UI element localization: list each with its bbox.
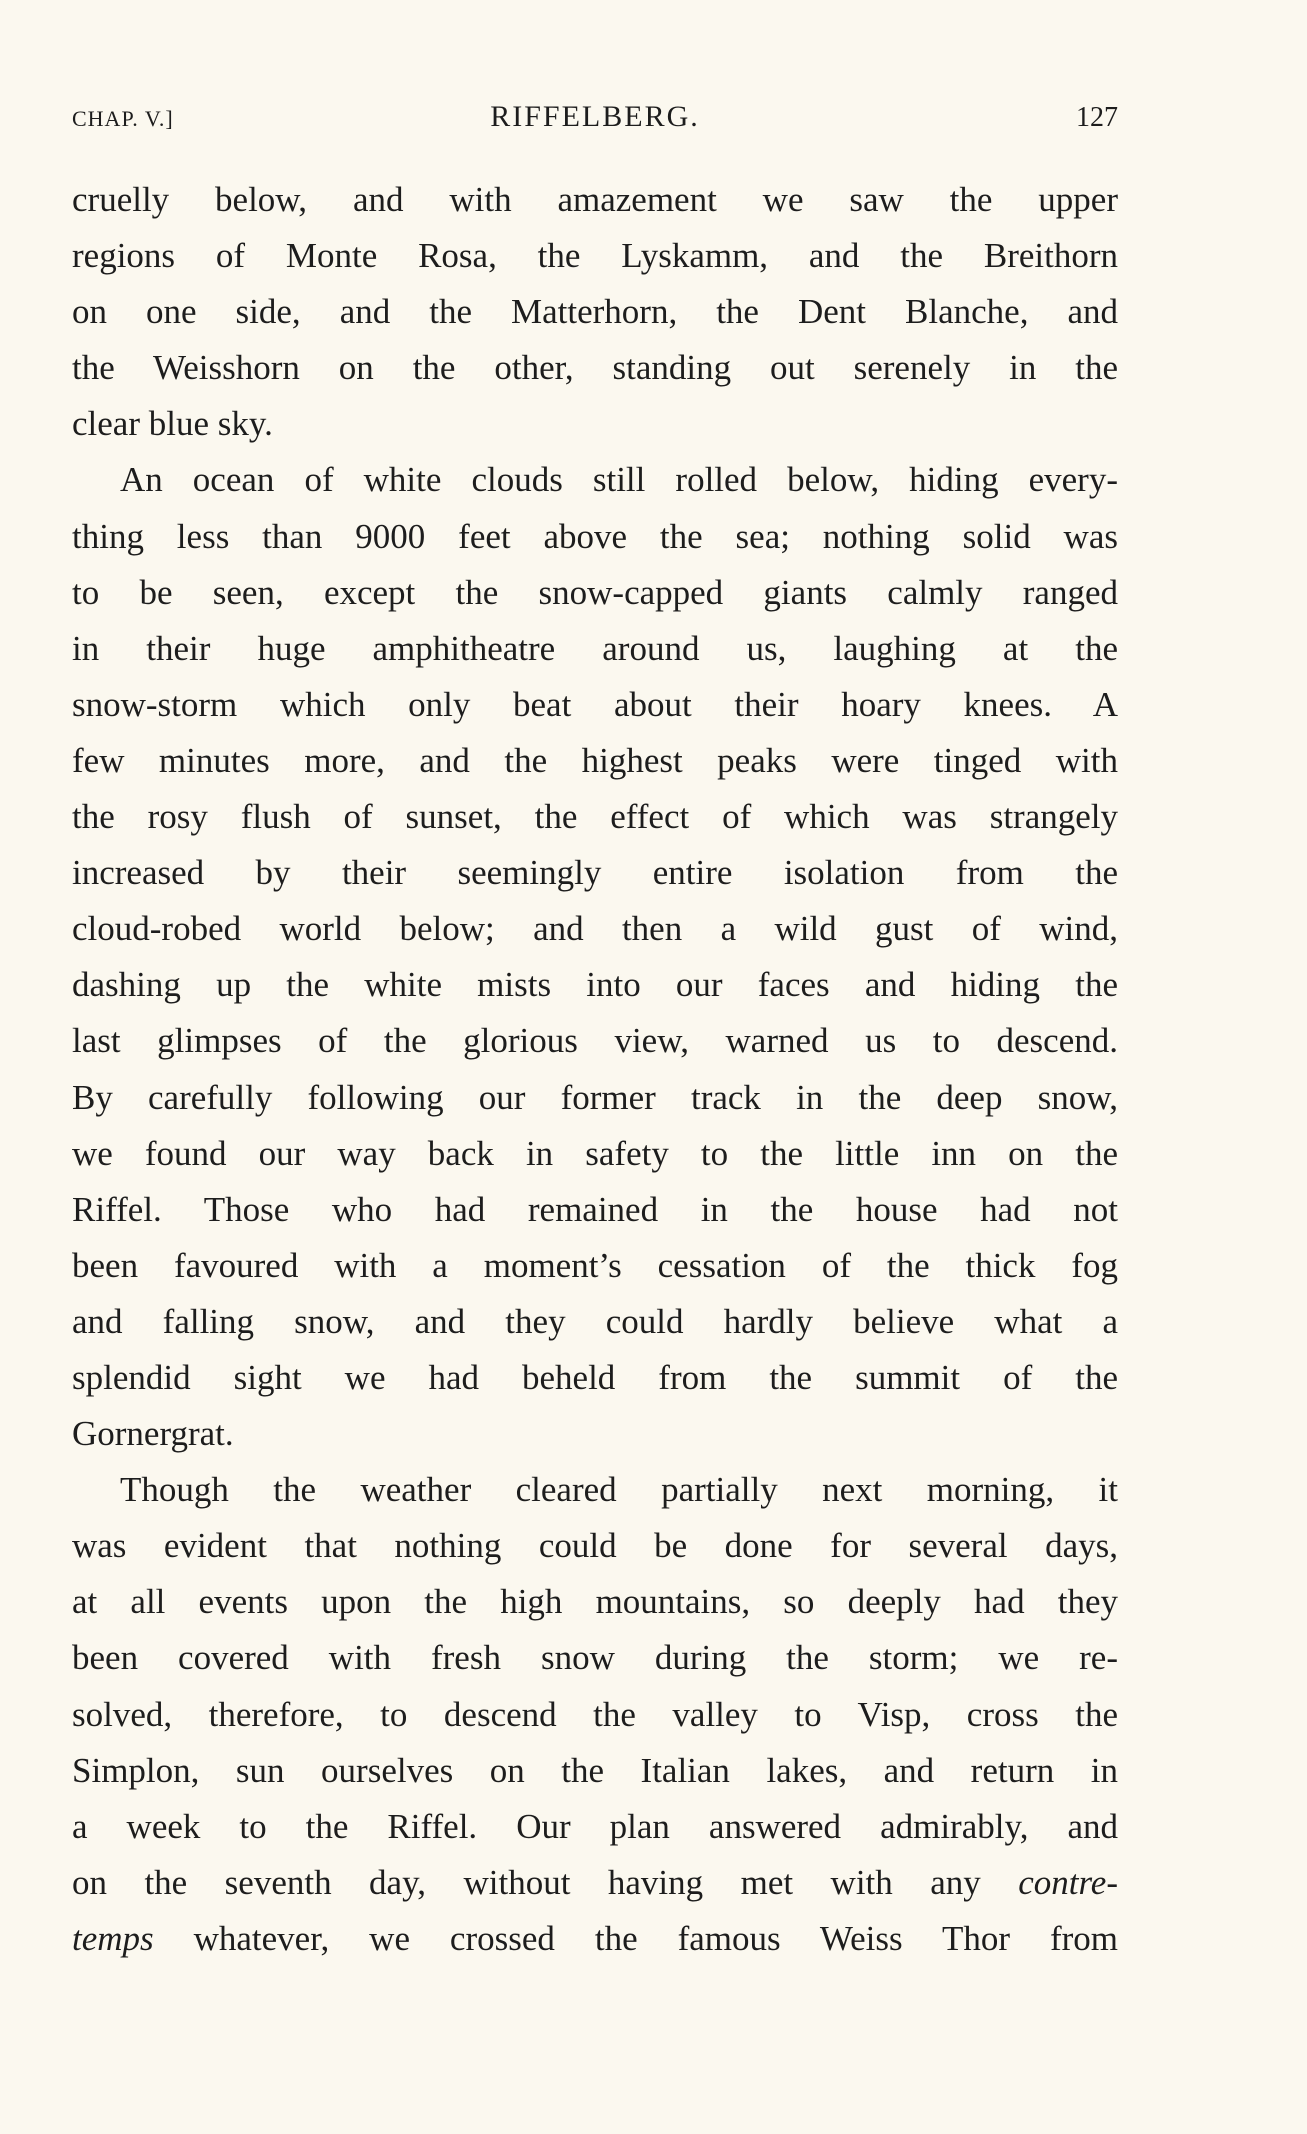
body-text: [72, 172, 1118, 1967]
text-line: a week to the Riffel. Our plan answered admirably, and: [72, 1806, 1118, 1846]
italic-word: contre-: [1018, 1862, 1118, 1902]
text-line: Gornergrat.: [72, 1414, 234, 1454]
text-line: cloud-robed world below; and then a wild gust of wind,: [72, 909, 1118, 949]
text-line: and falling snow, and they could hardly believe what a: [72, 1301, 1118, 1341]
text-line: been favoured with a moment’s cessation of the thick fog: [72, 1245, 1118, 1285]
text-line: the rosy flush of sunset, the effect of which was strangely: [72, 797, 1118, 837]
text-line: to be seen, except the snow-capped giants calmly ranged: [72, 572, 1118, 612]
page-number: 127: [1076, 102, 1118, 133]
text-line: Riffel. Those who had remained in the house had not: [72, 1189, 1118, 1229]
text-line-with-italic: [72, 1855, 1118, 1911]
chapter-label: CHAP. V.]: [72, 106, 174, 131]
text-line: splendid sight we had beheld from the summit of the: [72, 1357, 1118, 1397]
text-line: By carefully following our former track in the deep snow,: [72, 1077, 1118, 1117]
text-line: clear blue sky.: [72, 404, 273, 444]
text-line: last glimpses of the glorious view, warned us to descend.: [72, 1021, 1118, 1061]
text-line: dashing up the white mists into our faces and hiding the: [72, 965, 1118, 1005]
text-line: been covered with fresh snow during the storm; we re-: [72, 1638, 1118, 1678]
text-line: An ocean of white clouds still rolled below, hiding every-: [120, 460, 1118, 500]
text-line: Though the weather cleared partially next morning, it: [120, 1470, 1118, 1510]
running-title: RIFFELBERG.: [490, 100, 700, 133]
text-line: the Weisshorn on the other, standing out serenely in the: [72, 348, 1118, 388]
text-segment: on the seventh day, without having met with any: [72, 1862, 981, 1902]
text-line: snow-storm which only beat about their hoary knees. A: [72, 684, 1118, 724]
text-line: cruelly below, and with amazement we saw the upper: [72, 180, 1118, 219]
text-segment: whatever, we crossed the famous Weiss Thor from: [193, 1918, 1118, 1958]
text-line: we found our way back in safety to the little inn on the: [72, 1133, 1118, 1173]
text-line-with-italic: [72, 1911, 1118, 1967]
text-line: at all events upon the high mountains, so deeply had they: [72, 1582, 1118, 1622]
text-line: thing less than 9000 feet above the sea; nothing solid was: [72, 516, 1118, 556]
text-line: in their huge amphitheatre around us, laughing at the: [72, 628, 1118, 668]
text-line: solved, therefore, to descend the valley to Visp, cross the: [72, 1694, 1118, 1734]
text-line: regions of Monte Rosa, the Lyskamm, and the Breithorn: [72, 236, 1118, 276]
text-line: increased by their seemingly entire isolation from the: [72, 853, 1118, 893]
text-line: few minutes more, and the highest peaks were tinged with: [72, 740, 1118, 780]
running-header: [72, 100, 1118, 140]
text-line: Simplon, sun ourselves on the Italian lakes, and return in: [72, 1750, 1118, 1790]
text-line: was evident that nothing could be done for several days,: [72, 1526, 1118, 1566]
text-line: on one side, and the Matterhorn, the Dent Blanche, and: [72, 292, 1118, 332]
italic-word: temps: [72, 1918, 154, 1958]
